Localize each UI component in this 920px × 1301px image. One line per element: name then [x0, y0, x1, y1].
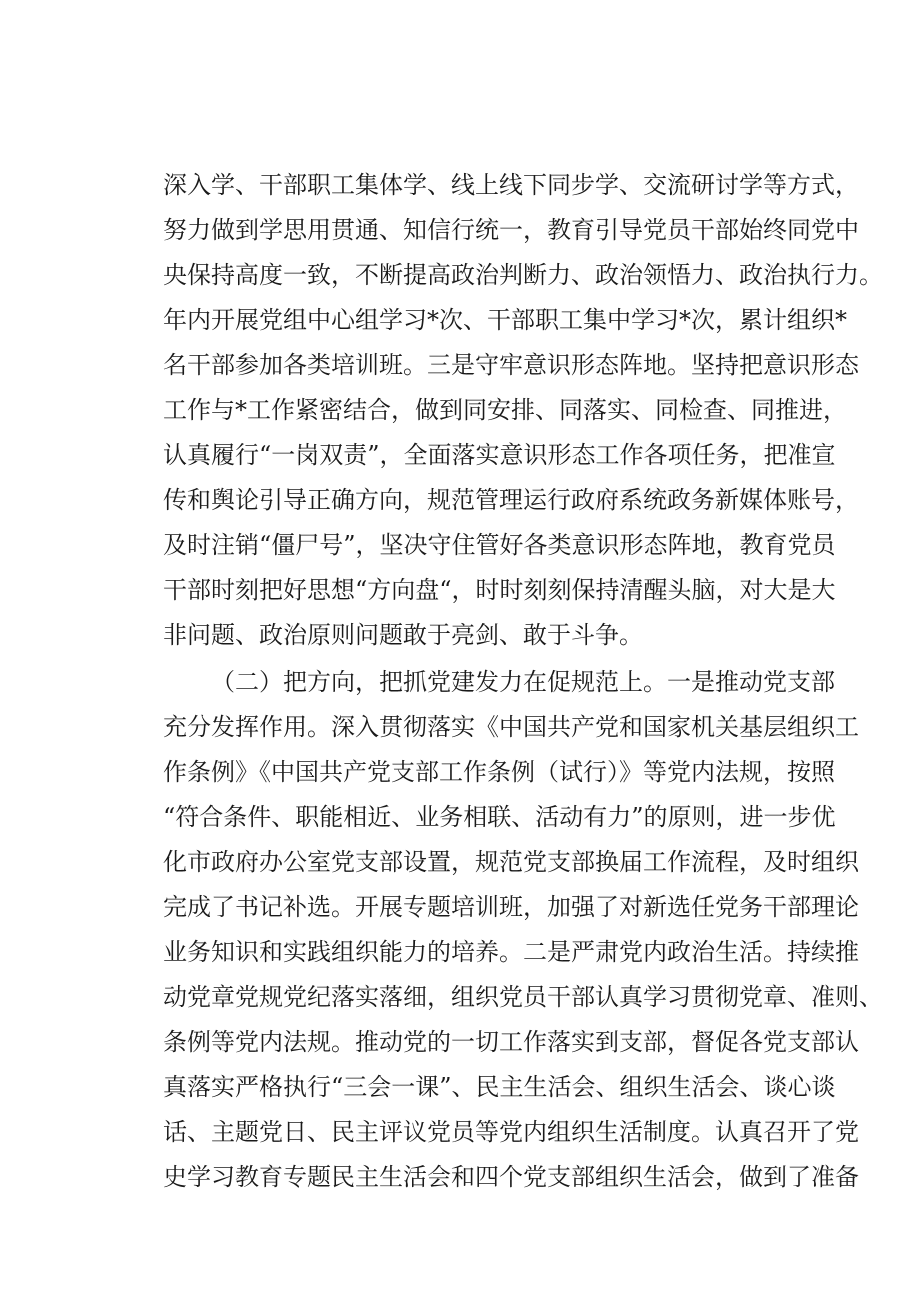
text-line: 名干部参加各类培训班。三是守牢意识形态阵地。坚持把意识形态	[163, 351, 859, 379]
paragraph-heading-line: （二）把方向，把抓党建发力在促规范上。一是推动党支部	[211, 668, 835, 696]
text-line: 作条例》《中国共产党支部工作条例（试行）》等党内法规，按照	[163, 758, 835, 786]
text-line: 真落实严格执行“三会一课”、民主生活会、组织生活会、谈心谈	[163, 1073, 836, 1101]
text-line: 努力做到学思用贯通、知信行统一，教育引导党员干部始终同党中	[163, 216, 859, 244]
text-line: 史学习教育专题民主生活会和四个党支部组织生活会，做到了准备	[163, 1163, 859, 1191]
text-line: 话、主题党日、民主评议党员等党内组织生活制度。认真召开了党	[163, 1118, 859, 1146]
text-line: 传和舆论引导正确方向，规范管理运行政府系统政务新媒体账号，	[163, 486, 859, 514]
text-line: 及时注销“僵尸号”，坚决守住管好各类意识形态阵地，教育党员	[163, 531, 836, 559]
text-line: 央保持高度一致，不断提高政治判断力、政治领悟力、政治执行力。	[163, 261, 883, 289]
text-line: 非问题、政治原则问题敢于亮剑、敢于斗争。	[163, 621, 643, 649]
text-line: 认真履行“一岗双责”，全面落实意识形态工作各项任务，把准宣	[163, 441, 836, 469]
text-line: “符合条件、职能相近、业务相联、活动有力”的原则，进一步优	[163, 803, 836, 831]
text-line: 化市政府办公室党支部设置，规范党支部换届工作流程，及时组织	[163, 848, 859, 876]
text-line: 干部时刻把好思想“方向盘“，时时刻刻保持清醒头脑，对大是大	[163, 576, 836, 604]
text-line: 完成了书记补选。开展专题培训班，加强了对新选任党务干部理论	[163, 893, 859, 921]
text-line: 充分发挥作用。深入贯彻落实《中国共产党和国家机关基层组织工	[163, 713, 859, 741]
text-line: 动党章党规党纪落实落细，组织党员干部认真学习贯彻党章、准则、	[163, 983, 883, 1011]
text-line: 业务知识和实践组织能力的培养。二是严肃党内政治生活。持续推	[163, 938, 859, 966]
text-line: 条例等党内法规。推动党的一切工作落实到支部，督促各党支部认	[163, 1028, 859, 1056]
text-line: 工作与*工作紧密结合，做到同安排、同落实、同检查、同推进，	[163, 396, 847, 424]
text-line: 深入学、干部职工集体学、线上线下同步学、交流研讨学等方式，	[163, 171, 859, 199]
text-line: 年内开展党组中心组学习*次、干部职工集中学习*次，累计组织*	[163, 306, 847, 334]
